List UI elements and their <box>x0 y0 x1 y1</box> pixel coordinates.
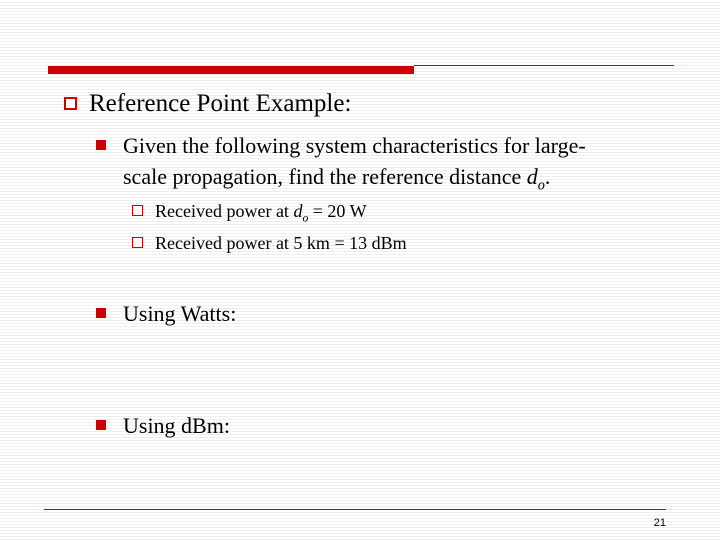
bottom-rule <box>44 509 666 510</box>
using-watts-label: Using Watts: <box>123 301 237 326</box>
dbm-bullet-icon <box>96 420 106 430</box>
watts-bullet-icon <box>96 308 106 318</box>
page-number: 21 <box>653 517 666 529</box>
slide-heading: Reference Point Example: <box>89 90 352 117</box>
sub-item-1: Received power at $d_o = 20$ W <box>155 201 367 225</box>
using-dbm-label: Using dBm: <box>123 413 230 438</box>
sub-item-2: Received power at 5 km = 13 dBm <box>155 233 407 253</box>
given-line-1: Given the following system characteristics for large- <box>123 133 586 158</box>
heading-bullet-icon <box>64 97 77 110</box>
top-rule-thick <box>48 66 414 74</box>
top-rule-thin <box>414 65 674 66</box>
sub-item-2-bullet-icon <box>132 237 143 248</box>
given-bullet-icon <box>96 140 106 150</box>
sub-item-1-bullet-icon <box>132 205 143 216</box>
given-line-2: scale propagation, find the reference distance $d_o$. <box>123 164 551 194</box>
